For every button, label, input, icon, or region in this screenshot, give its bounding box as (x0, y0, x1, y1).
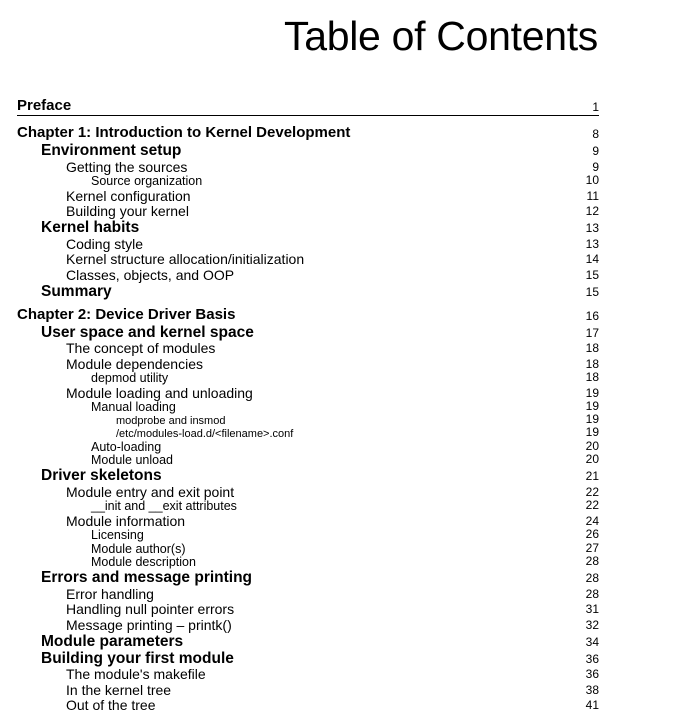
toc-entry-page: 14 (585, 252, 599, 266)
toc-entry-page: 20 (585, 452, 599, 466)
toc-entry-page: 34 (585, 634, 599, 649)
toc-entry[interactable] (17, 602, 599, 618)
toc-entry[interactable] (17, 556, 599, 570)
toc-entry-page: 32 (585, 617, 599, 632)
toc-entry-page: 1 (592, 100, 599, 114)
toc-entry-label: Preface (17, 97, 72, 114)
toc-entry-page: 12 (585, 204, 599, 218)
toc-entry-label: __init and __exit attributes (91, 499, 237, 513)
toc-entry[interactable] (17, 267, 599, 283)
toc-entry[interactable] (17, 142, 599, 159)
toc-entry[interactable] (17, 650, 599, 667)
table-of-contents (17, 95, 599, 713)
toc-entry[interactable] (17, 633, 599, 650)
toc-entry-label: Handling null pointer errors (66, 601, 235, 617)
toc-entry[interactable] (17, 682, 599, 698)
toc-entry-label: Chapter 1: Introduction to Kernel Development (17, 124, 351, 141)
toc-entry[interactable] (17, 204, 599, 220)
toc-entry-page: 15 (585, 284, 599, 299)
toc-entry[interactable] (17, 542, 599, 556)
toc-entry-label: Module dependencies (66, 355, 203, 372)
toc-entry-page: 13 (585, 221, 599, 235)
toc-entry-label: /etc/modules-load.d/<filename>.conf (116, 428, 294, 440)
toc-entry-label: User space and kernel space (41, 323, 254, 341)
toc-entry-chapter-1[interactable] (17, 122, 599, 142)
toc-entry[interactable] (17, 698, 599, 714)
toc-entry-label: The module's makefile (66, 666, 206, 682)
toc-entry-page: 22 (585, 484, 599, 499)
toc-entry-label: The concept of modules (66, 340, 216, 356)
toc-entry-label: Errors and message printing (41, 569, 253, 586)
toc-entry-page: 11 (586, 188, 599, 203)
toc-entry-page: 27 (585, 540, 599, 555)
toc-entry-page: 19 (585, 385, 599, 400)
toc-entry-page: 16 (585, 308, 599, 323)
toc-entry[interactable] (17, 414, 599, 427)
toc-entry[interactable] (17, 569, 599, 586)
toc-entry-label: Building your kernel (66, 203, 189, 219)
toc-entry-page: 41 (585, 698, 599, 712)
toc-entry-label: depmod utility (91, 371, 169, 385)
toc-entry-label: Module entry and exit point (66, 483, 235, 500)
toc-entry[interactable] (17, 252, 599, 268)
toc-entry[interactable] (17, 283, 599, 300)
toc-entry-label: Driver skeletons (41, 467, 162, 484)
toc-entry-label: Getting the sources (66, 158, 188, 175)
page-title: Table of Contents (284, 13, 598, 59)
toc-entry-label: Module information (66, 512, 186, 529)
toc-entry-label: Kernel structure allocation/initialization (66, 251, 305, 267)
toc-entry-label: Building your first module (41, 649, 234, 667)
toc-entry-page: 24 (585, 513, 599, 528)
toc-entry[interactable] (17, 372, 599, 386)
toc-entry-page: 36 (585, 651, 599, 666)
toc-entry[interactable] (17, 401, 599, 415)
toc-entry[interactable] (17, 356, 599, 372)
toc-entry-page: 9 (592, 159, 599, 174)
toc-entry[interactable] (17, 440, 599, 454)
toc-entry[interactable] (17, 219, 599, 236)
toc-entry[interactable] (17, 500, 599, 514)
toc-entry-page: 10 (585, 173, 599, 187)
toc-entry-label: Out of the tree (66, 697, 156, 713)
toc-entry-page: 19 (585, 399, 599, 413)
toc-entry-label: modprobe and insmod (116, 415, 226, 427)
toc-entry[interactable] (17, 529, 599, 543)
toc-entry[interactable] (17, 467, 599, 484)
toc-entry[interactable] (17, 385, 599, 401)
toc-entry-label: Coding style (66, 235, 144, 252)
toc-entry[interactable] (17, 454, 599, 468)
toc-entry-page: 8 (592, 127, 599, 141)
toc-entry-label: Source organization (91, 174, 203, 188)
toc-entry-label: Module author(s) (91, 541, 186, 556)
toc-entry-page: 28 (585, 586, 599, 601)
toc-entry-label: Module unload (91, 453, 174, 467)
toc-entry-label: Summary (41, 282, 112, 300)
toc-entry[interactable] (17, 175, 599, 189)
toc-entry-page: 15 (585, 267, 599, 282)
toc-entry-page: 18 (585, 341, 599, 355)
toc-entry-label: Classes, objects, and OOP (66, 266, 235, 283)
toc-entry-label: Message printing – printk() (66, 616, 232, 633)
toc-entry-label: Licensing (91, 528, 144, 542)
toc-entry[interactable] (17, 324, 599, 341)
toc-entry-preface[interactable] (17, 95, 599, 116)
toc-entry[interactable] (17, 427, 599, 440)
toc-entry-label: Environment setup (41, 142, 182, 159)
toc-entry-page: 18 (585, 356, 599, 371)
toc-entry-chapter-2[interactable] (17, 304, 599, 324)
toc-entry-page: 21 (585, 469, 599, 483)
toc-entry[interactable] (17, 159, 599, 175)
toc-entry-page: 9 (592, 144, 599, 158)
toc-entry-page: 17 (585, 325, 599, 340)
toc-entry-label: Auto-loading (91, 439, 162, 454)
toc-entry-page: 28 (585, 571, 599, 585)
toc-entry-label: Chapter 2: Device Driver Basis (17, 305, 236, 323)
toc-entry-label: Module loading and unloading (66, 384, 253, 401)
toc-entry-page: 19 (585, 425, 599, 439)
toc-entry-page: 22 (585, 498, 599, 512)
toc-entry[interactable] (17, 484, 599, 500)
toc-entry-label: Module description (91, 555, 196, 569)
toc-entry-label: Error handling (66, 585, 154, 602)
toc-entry-page: 36 (585, 667, 599, 681)
toc-entry-label: Manual loading (91, 400, 176, 414)
toc-entry[interactable] (17, 586, 599, 602)
toc-entry-page: 28 (585, 554, 599, 568)
toc-entry[interactable] (17, 188, 599, 204)
toc-entry-label: Kernel habits (41, 219, 140, 236)
toc-entry-page: 18 (585, 370, 599, 384)
toc-entry[interactable] (17, 236, 599, 252)
toc-entry-label: Kernel configuration (66, 187, 191, 204)
toc-entry-page: 38 (585, 682, 599, 697)
toc-entry-page: 20 (585, 438, 599, 453)
toc-entry-page: 19 (585, 412, 599, 426)
toc-entry[interactable] (17, 513, 599, 529)
toc-entry-page: 26 (585, 527, 599, 541)
toc-entry-page: 31 (585, 602, 599, 616)
toc-entry-label: Module parameters (41, 632, 184, 650)
toc-entry[interactable] (17, 341, 599, 357)
toc-entry-label: In the kernel tree (66, 681, 172, 698)
toc-entry[interactable] (17, 617, 599, 633)
toc-entry[interactable] (17, 667, 599, 683)
toc-entry-page: 13 (585, 236, 599, 251)
